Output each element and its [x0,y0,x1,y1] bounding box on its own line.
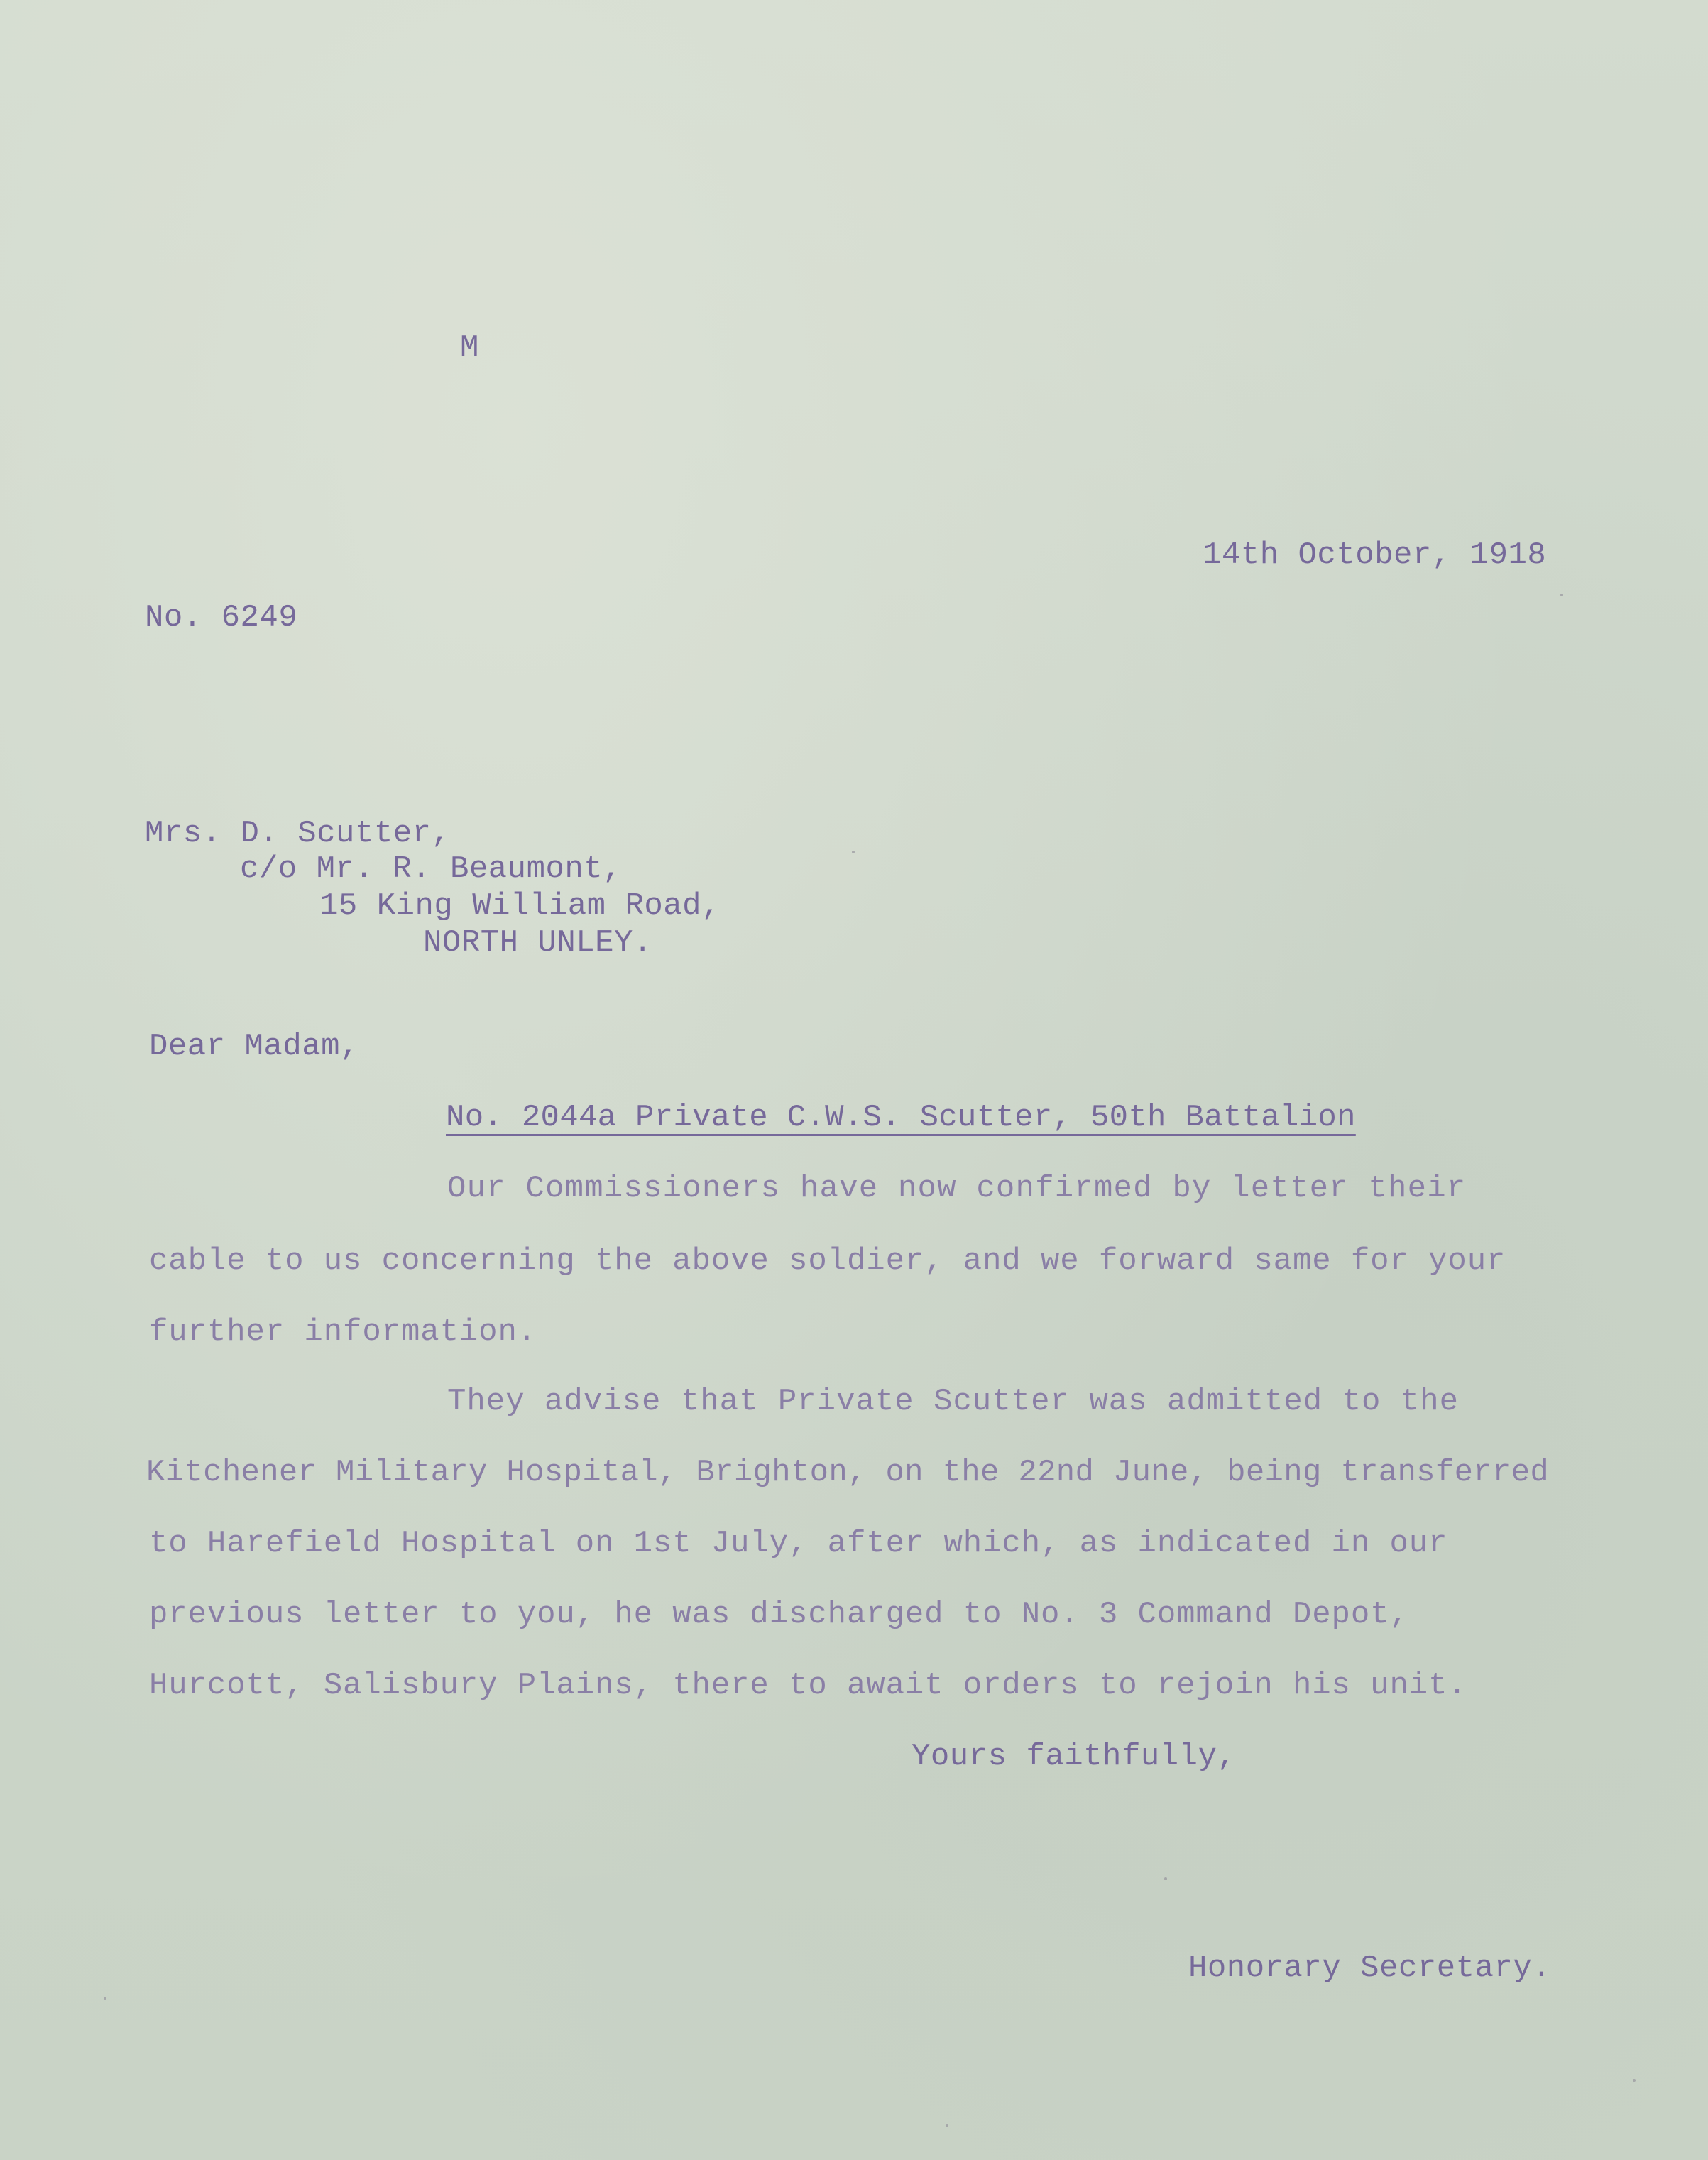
paper-speck [104,1997,106,2000]
paper-speck [1164,1877,1167,1880]
initial-mark: M [460,330,479,366]
paragraph-1-line-2: cable to us concerning the above soldier, and we forward same for your [149,1243,1506,1279]
closing: Yours faithfully, [912,1739,1237,1774]
recipient-name: Mrs. D. Scutter, [145,816,451,851]
recipient-street: 15 King William Road, [319,888,721,924]
salutation: Dear Madam, [149,1029,359,1064]
reference-number: No. 6249 [145,600,298,636]
paragraph-2-line-4: previous letter to you, he was discharged to No. 3 Command Depot, [149,1597,1409,1632]
paragraph-2-line-5: Hurcott, Salisbury Plains, there to await orders to rejoin his unit. [149,1668,1467,1703]
paper-speck [946,2124,948,2127]
paragraph-1-line-1: Our Commissioners have now confirmed by letter their [447,1171,1467,1206]
signature-title: Honorary Secretary. [1188,1951,1552,1986]
paper-speck [852,851,855,853]
paragraph-2-line-2: Kitchener Military Hospital, Brighton, on the 22nd June, being transferred [146,1455,1550,1490]
paragraph-1-line-3: further information. [149,1314,537,1350]
paper-speck [1633,2079,1636,2082]
letter-date: 14th October, 1918 [1203,538,1547,573]
paper-speck [1560,594,1563,596]
recipient-care-of: c/o Mr. R. Beaumont, [240,851,623,887]
paragraph-2-line-3: to Harefield Hospital on 1st July, after which, as indicated in our [149,1526,1448,1561]
recipient-suburb: NORTH UNLEY. [423,925,652,961]
subject-line: No. 2044a Private C.W.S. Scutter, 50th Battalion [446,1100,1356,1135]
paragraph-2-line-1: They advise that Private Scutter was admitted to the [447,1384,1460,1419]
